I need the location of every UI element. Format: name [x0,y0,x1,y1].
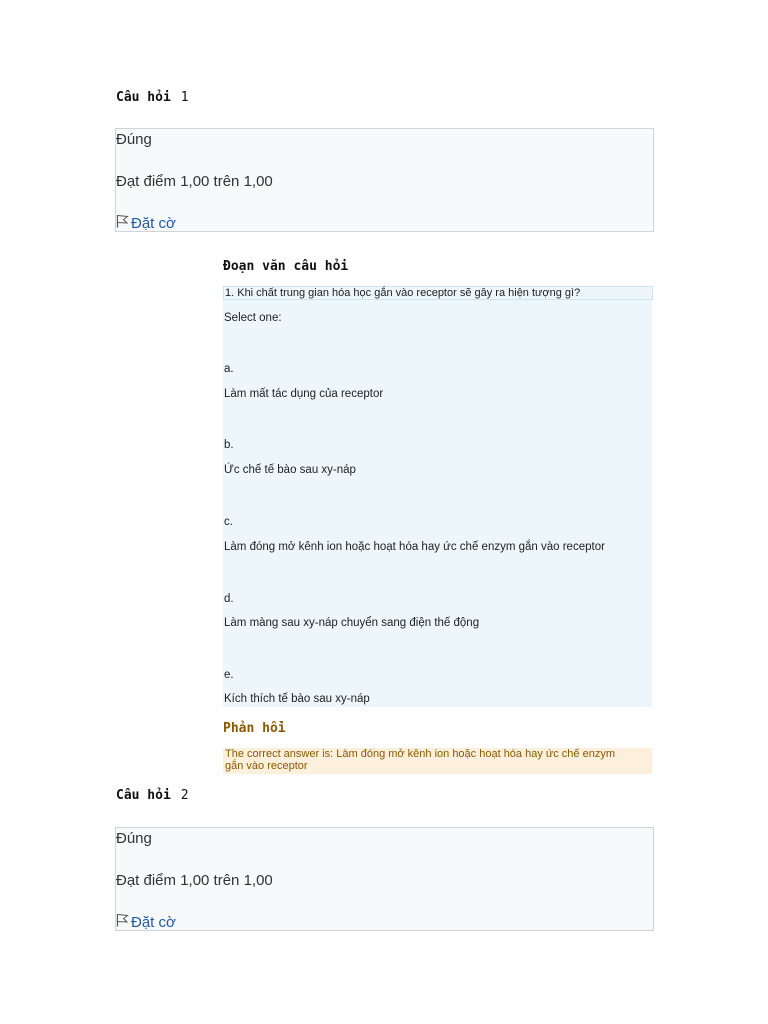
feedback-heading: Phản hồi [223,721,286,736]
question-state: Đúng [116,131,152,148]
question-number: 2 [180,788,189,803]
flag-question-button[interactable] [116,913,176,931]
question-2-title [116,788,189,803]
flag-label: Đặt cờ [131,913,176,931]
question-grade: Đạt điểm 1,00 trên 1,00 [116,173,273,190]
question-number: 1 [180,90,189,105]
question-formulation [223,286,652,707]
option-d-letter[interactable]: d. [224,593,234,605]
question-grade: Đạt điểm 1,00 trên 1,00 [116,872,273,889]
select-one-label: Select one: [224,312,282,324]
option-a-letter[interactable]: a. [224,363,234,375]
question-title-label: Câu hỏi [116,788,171,803]
question-text-heading: Đoạn văn câu hỏi [223,259,349,274]
question-1-title [116,90,189,105]
correct-answer-line-1: The correct answer is: Làm đóng mở kênh ion hoặc hoạt hóa hay ức chế enzym [225,748,616,760]
option-e-letter[interactable]: e. [224,669,234,681]
flag-label: Đặt cờ [131,214,176,232]
question-state: Đúng [116,830,152,847]
feedback-box [223,748,652,774]
question-title-label: Câu hỏi [116,90,171,105]
option-d-text[interactable]: Làm màng sau xy-náp chuyển sang điện thế động [224,617,480,629]
option-c-text[interactable]: Làm đóng mở kênh ion hoặc hoạt hóa hay ức chế enzym gắn vào receptor [224,541,605,553]
option-e-text[interactable]: Kích thích tế bào sau xy-náp [224,693,370,705]
option-b-letter[interactable]: b. [224,439,234,451]
question-2-info [115,827,654,931]
option-c-letter[interactable]: c. [224,516,233,528]
flag-icon [116,214,131,232]
question-prompt: 1. Khi chất trung gian hóa học gắn vào receptor sẽ gây ra hiện tượng gì? [223,286,653,300]
flag-icon [116,913,131,931]
option-b-text[interactable]: Ức chế tế bào sau xy-náp [224,464,356,476]
flag-question-button[interactable] [116,214,176,232]
option-a-text[interactable]: Làm mất tác dụng của receptor [224,388,384,400]
question-1-info [115,128,654,232]
correct-answer-line-2: gắn vào receptor [225,760,308,772]
